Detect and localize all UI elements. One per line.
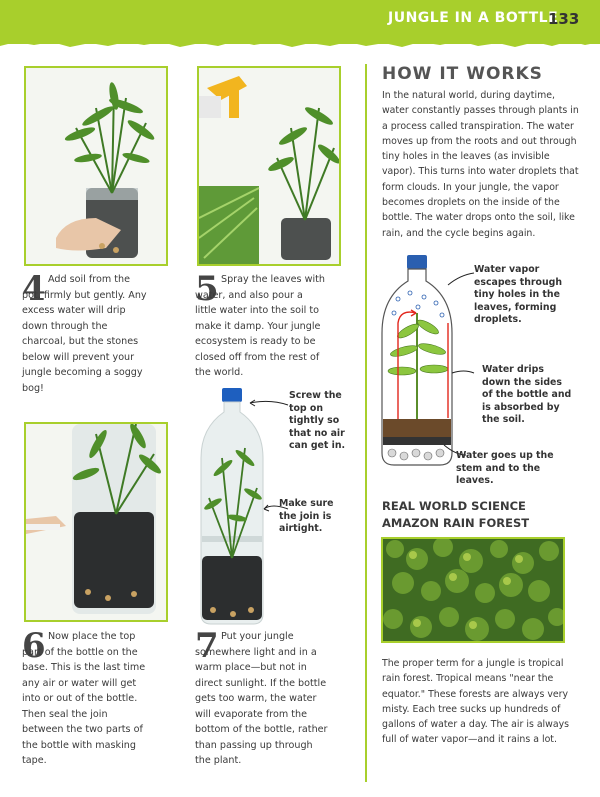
page-number: 133	[548, 10, 580, 28]
step-text: Spray the leaves with water, and also pour a little water into the soil to make it damp. Your jungle ecosystem is ready to be closed off from the rest of the world.	[195, 274, 325, 378]
step-5	[195, 269, 345, 378]
photo-step-5	[197, 66, 341, 266]
step-text: Add soil from the pot, firmly but gently. Any excess water will drip down through the charcoal, but the stones below will prevent your jungle becoming a soggy bog!	[22, 274, 147, 394]
diagram-label-vapor: Water vapor escapes through tiny holes in the leaves, forming droplets.	[474, 264, 563, 325]
real-world-science-title: REAL WORLD SCIENCE	[382, 499, 526, 513]
photo-step-6	[24, 422, 168, 622]
step-7	[195, 626, 345, 766]
photo-step-4	[24, 66, 168, 266]
diagram-label-stem: Water goes up the stem and to the leaves.	[456, 450, 554, 486]
spray-plant-illustration	[199, 68, 339, 264]
rainforest-canopy-illustration	[383, 539, 563, 641]
join-bottle-illustration	[26, 424, 166, 620]
step-4	[22, 269, 162, 394]
step-number: 7	[195, 626, 219, 666]
diagram-label-drips: Water drips down the sides of the bottle and is absorbed by the soil.	[482, 364, 572, 425]
plant-in-bottle-illustration	[26, 68, 166, 264]
header-torn-edge	[0, 34, 600, 50]
step-number: 6	[22, 626, 46, 666]
header-title: JUNGLE IN A BOTTLE	[388, 10, 559, 26]
step-number: 4	[22, 269, 46, 309]
step-number: 5	[195, 269, 219, 309]
step-text: Now place the top part of the bottle on the base. This is the last time any air or water will get into or out of the bottle. Then seal the join between the two parts of the bottle with masking tape.	[22, 631, 146, 766]
callout-join: Make sure the join is airtight.	[279, 498, 334, 534]
callout-screw-top: Screw the top on tightly so that no air can get in.	[289, 390, 346, 451]
real-world-science-text: The proper term for a jungle is tropical rain forest. Tropical means "near the equator." These forests are always very misty. Each tree sucks up hundreds of gallons of water a day. The air is always full of water vapor—and it rains a lot.	[382, 658, 570, 746]
how-it-works-text: In the natural world, during daytime, water constantly passes through plants in a process called transpiration. The water moves up from the roots and out through tiny holes in the leaves (as invisible vapor). This turns into water droplets that form clouds. In your jungle, the vapor becomes droplets on the inside of the bottle. The water drops onto the soil, like rain, and the cycle begins again.	[382, 90, 579, 239]
step-6	[22, 626, 162, 766]
rainforest-photo	[381, 537, 565, 643]
how-it-works-title: HOW IT WORKS	[382, 64, 543, 84]
real-world-science-subtitle: AMAZON RAIN FOREST	[382, 516, 530, 530]
step-text: Put your jungle somewhere light and in a warm place—but not in direct sunlight. If the bottle gets too warm, the water will evaporate from the bottom of the bottle, rather than passing up through the plant.	[195, 631, 328, 766]
column-divider	[365, 64, 367, 782]
